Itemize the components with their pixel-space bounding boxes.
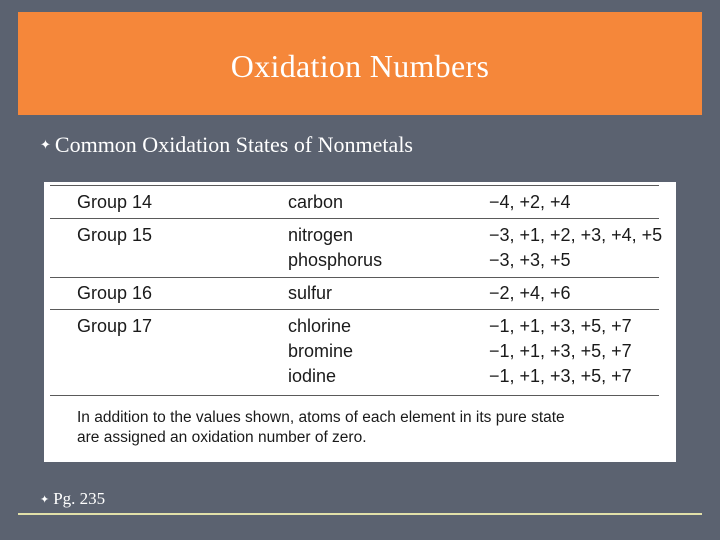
oxidation-states: −1, +1, +3, +5, +7 [489,341,632,361]
table-footnote [77,408,565,448]
element-name: carbon [288,192,344,212]
footnote-line-1: In addition to the values shown, atoms of each element in its pure state [77,409,565,426]
group-label: Group 15 [77,225,153,245]
table-rule [50,185,659,186]
table-rule [50,309,659,310]
footnote-line-2: are assigned an oxidation number of zero. [77,429,367,446]
table-rule [50,277,659,278]
element-name: iodine [288,366,337,386]
element-name: bromine [288,341,354,361]
group-label: Group 16 [77,283,153,303]
group-label: Group 17 [77,316,153,336]
oxidation-states: −4, +2, +4 [489,192,571,212]
bullet-icon: ✦ [40,492,50,506]
bullet-common-oxidation-states [40,132,413,158]
oxidation-states: −3, +3, +5 [489,250,571,270]
bullet-1-text: Common Oxidation States of Nonmetals [54,132,413,157]
footer-divider [18,513,702,515]
table-rule [50,395,659,396]
element-name: nitrogen [288,225,354,245]
oxidation-states: −3, +1, +2, +3, +4, +5 [489,225,663,245]
element-name: phosphorus [288,250,383,270]
slide-title: Oxidation Numbers [230,48,490,84]
bullet-icon: ✦ [40,137,51,153]
bullet-page-reference [40,489,105,509]
element-name: chlorine [288,316,352,336]
element-name: sulfur [288,283,333,303]
oxidation-states-table [44,182,676,462]
oxidation-states: −1, +1, +3, +5, +7 [489,316,632,336]
group-label: Group 14 [77,192,153,212]
table-rule [50,218,659,219]
oxidation-states: −2, +4, +6 [489,283,571,303]
bullet-2-text: Pg. 235 [53,489,106,508]
oxidation-states: −1, +1, +3, +5, +7 [489,366,632,386]
title-bar [18,12,702,115]
